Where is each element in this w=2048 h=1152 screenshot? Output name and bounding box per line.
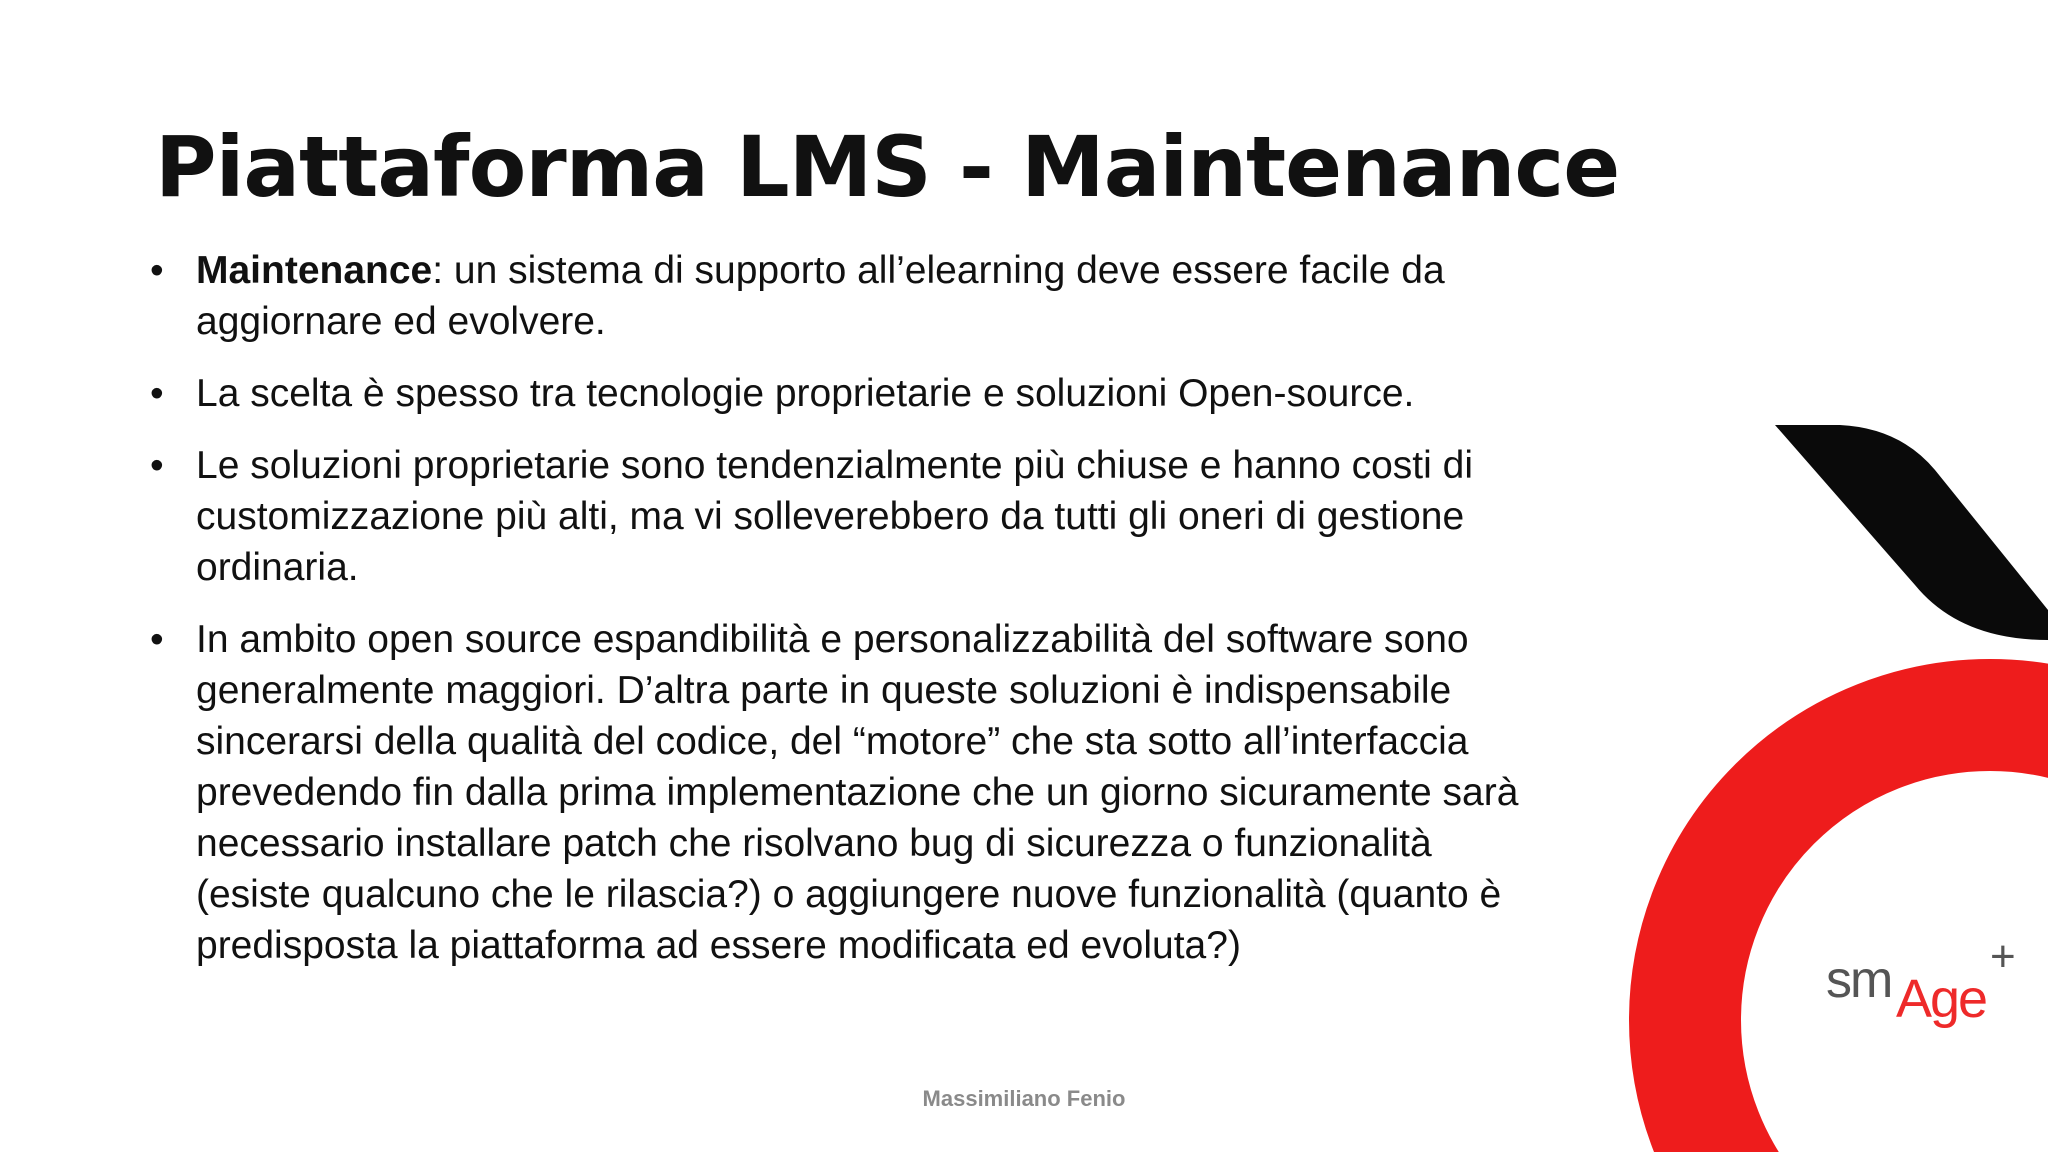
bullet-text: La scelta è spesso tra tecnologie proprietarie e soluzioni Open-source. xyxy=(196,372,1415,415)
bullet-bold-term: Maintenance xyxy=(196,249,433,292)
logo-text-sm: sm xyxy=(1826,951,1892,1009)
bullet-dot: • xyxy=(150,444,164,487)
bullet-item xyxy=(150,368,1550,419)
footer-author: Massimiliano Fenio xyxy=(922,1086,1126,1111)
bullet-text: : un sistema di supporto all’elearning deve essere facile da aggiornare ed evolvere. xyxy=(196,249,1445,343)
bullet-list xyxy=(150,245,1550,992)
black-swoosh-shape xyxy=(1775,425,2048,640)
logo-text-age: Age xyxy=(1896,969,1987,1029)
logo-plus: + xyxy=(1990,932,2016,981)
slide-title: Piattaforma LMS - Maintenance xyxy=(155,118,1620,216)
smartage-logo xyxy=(1826,932,2036,1032)
bullet-item xyxy=(150,614,1550,971)
bullet-text: In ambito open source espandibilità e personalizzabilità del software sono generalmente maggiori. D’altra parte in queste soluzioni è indispensabile sincerarsi della qualità del codice, del “motore” che sta sotto all’interfaccia prevedendo fin dalla prima implementazione che un giorno sicuramente sarà necessario installare patch che risolvano bug di sicurezza o funzionalità (esiste qualcuno che le rilascia?) o aggiungere nuove funzionalità (quanto è predisposta la piattaforma ad essere modificata ed evoluta?) xyxy=(196,618,1519,967)
bullet-dot: • xyxy=(150,618,164,661)
bullet-item xyxy=(150,245,1550,347)
bullet-dot: • xyxy=(150,372,164,415)
bullet-dot: • xyxy=(150,249,164,292)
bullet-text: Le soluzioni proprietarie sono tendenzialmente più chiuse e hanno costi di customizzazione più alti, ma vi solleverebbero da tutti gli oneri di gestione ordinaria. xyxy=(196,444,1473,589)
bullet-item xyxy=(150,440,1550,593)
